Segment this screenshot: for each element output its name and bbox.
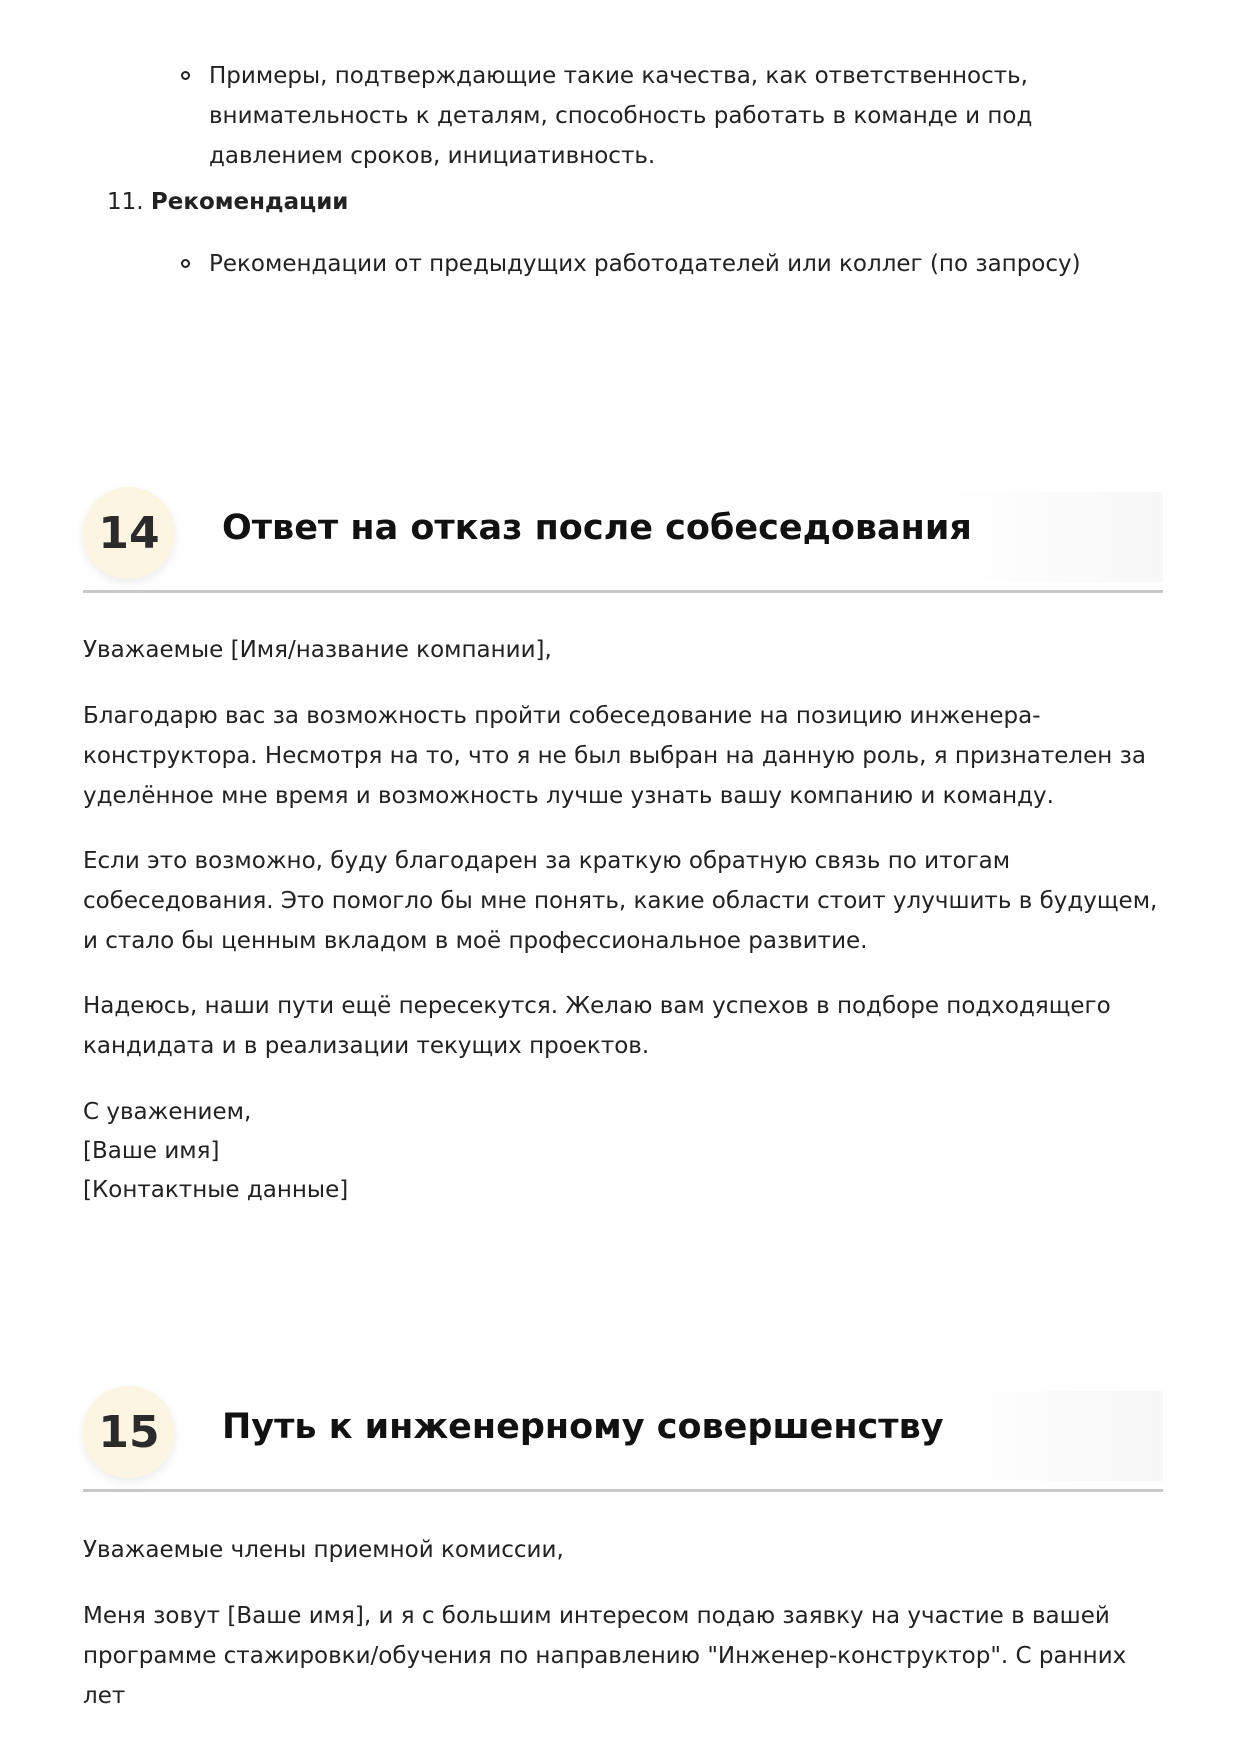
section-header-15 [83,1381,1163,1491]
bullet-text: Примеры, подтверждающие такие качества, как ответственность, внимательность к деталям, способность работать в команде и под давлением сроков, инициативность. [209,63,1033,169]
list-item [209,56,1169,176]
letter-greeting: Уважаемые [Имя/название компании], [83,637,552,663]
letter-greeting: Уважаемые члены приемной комиссии, [83,1537,564,1563]
bullet-circle-icon [181,71,190,80]
section-divider [83,1489,1163,1492]
letter-paragraph: Меня зовут [Ваше имя], и я с большим интересом подаю заявку на участие в вашей программе стажировки/обучения по направлению "Инженер-конструктор". С ранних лет [83,1603,1127,1709]
letter-paragraph: Если это возможно, буду благодарен за краткую обратную связь по итогам собеседования. Это помогло бы мне понять, какие области стоит улучшить в будущем, и стало бы ценным вкладом в моё профессиональное развитие. [83,848,1158,954]
section-number-badge: 14 [83,487,175,579]
signature-name: [Ваше имя] [83,1138,220,1164]
letter-paragraph: Благодарю вас за возможность пройти собеседование на позицию инженера-конструктора. Несмотря на то, что я не был выбран на данную роль, я признателен за уделённое мне время и возможность лучше узнать вашу компанию и команду. [83,703,1146,809]
letter-closing: С уважением, [83,1099,252,1125]
item-label: Рекомендации [150,189,349,215]
signature-contacts: [Контактные данные] [83,1177,349,1203]
item-number: 11. [107,189,144,215]
section-title: Ответ на отказ после собеседования [222,508,972,548]
letter-paragraph: Надеюсь, наши пути ещё пересекутся. Желаю вам успехов в подборе подходящего кандидата и в реализации текущих проектов. [83,993,1111,1059]
section-title: Путь к инженерному совершенству [222,1407,944,1447]
list-item [209,244,1169,284]
section-number-badge: 15 [83,1386,175,1478]
section-divider [83,590,1163,593]
numbered-item-11 [107,182,348,222]
bullet-circle-icon [181,259,190,268]
section-header-14 [83,482,1163,592]
bullet-text: Рекомендации от предыдущих работодателей или коллег (по запросу) [209,251,1081,277]
